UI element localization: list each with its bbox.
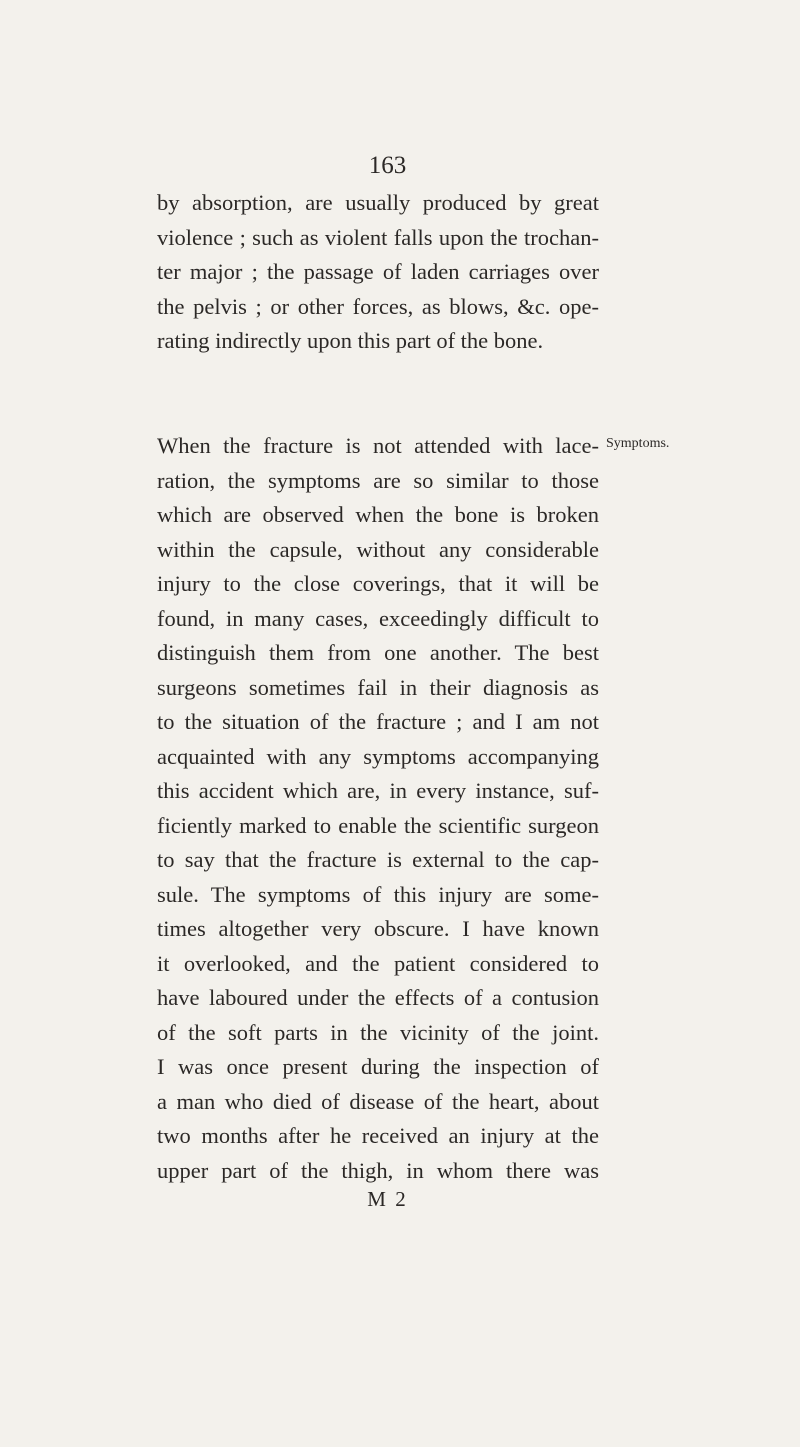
- text-line: When the fracture is not attended with lace-: [157, 433, 599, 458]
- text-line: upper part of the thigh, in whom there was: [157, 1157, 599, 1183]
- text-line: which are observed when the bone is broken: [157, 502, 599, 527]
- text-line: the pelvis ; or other forces, as blows, &c. ope-: [157, 293, 599, 319]
- text-line: have laboured under the effects of a contusion: [157, 985, 599, 1010]
- text-line: of the soft parts in the vicinity of the joint.: [157, 1019, 599, 1045]
- text-line: it overlooked, and the patient considered to: [157, 950, 599, 976]
- text-line: ficiently marked to enable the scientific surgeon: [157, 812, 599, 838]
- text-line: rating indirectly upon this part of the bone.: [157, 328, 544, 353]
- text-line: within the capsule, without any considerable: [157, 536, 599, 562]
- text-line: sule. The symptoms of this injury are some-: [157, 881, 599, 907]
- paragraph-1: [157, 186, 599, 359]
- text-line: found, in many cases, exceedingly difficult to: [157, 605, 599, 631]
- text-line: injury to the close coverings, that it will be: [157, 571, 599, 596]
- text-line: a man who died of disease of the heart, about: [157, 1088, 599, 1114]
- text-line: ter major ; the passage of laden carriages over: [157, 259, 599, 284]
- text-line: this accident which are, in every instance, suf-: [157, 778, 599, 803]
- page-number: 163: [368, 152, 407, 179]
- text-line: distinguish them from one another. The best: [157, 640, 599, 665]
- text-line: acquainted with any symptoms accompanying: [157, 743, 599, 769]
- text-line: to say that the fracture is external to the cap-: [157, 847, 599, 872]
- paragraph-2: [157, 429, 599, 1188]
- text-line: surgeons sometimes fail in their diagnosis as: [157, 674, 599, 700]
- text-line: ration, the symptoms are so similar to those: [157, 467, 599, 493]
- text-line: I was once present during the inspection of: [157, 1054, 599, 1079]
- text-line: to the situation of the fracture ; and I am not: [157, 709, 599, 734]
- signature-mark: M 2: [367, 1187, 408, 1211]
- text-line: two months after he received an injury at the: [157, 1123, 599, 1148]
- text-line: violence ; such as violent falls upon the trochan-: [157, 224, 599, 250]
- text-line: times altogether very obscure. I have known: [157, 916, 599, 941]
- text-line: by absorption, are usually produced by great: [157, 190, 599, 215]
- margin-note: Symptoms.: [606, 436, 670, 451]
